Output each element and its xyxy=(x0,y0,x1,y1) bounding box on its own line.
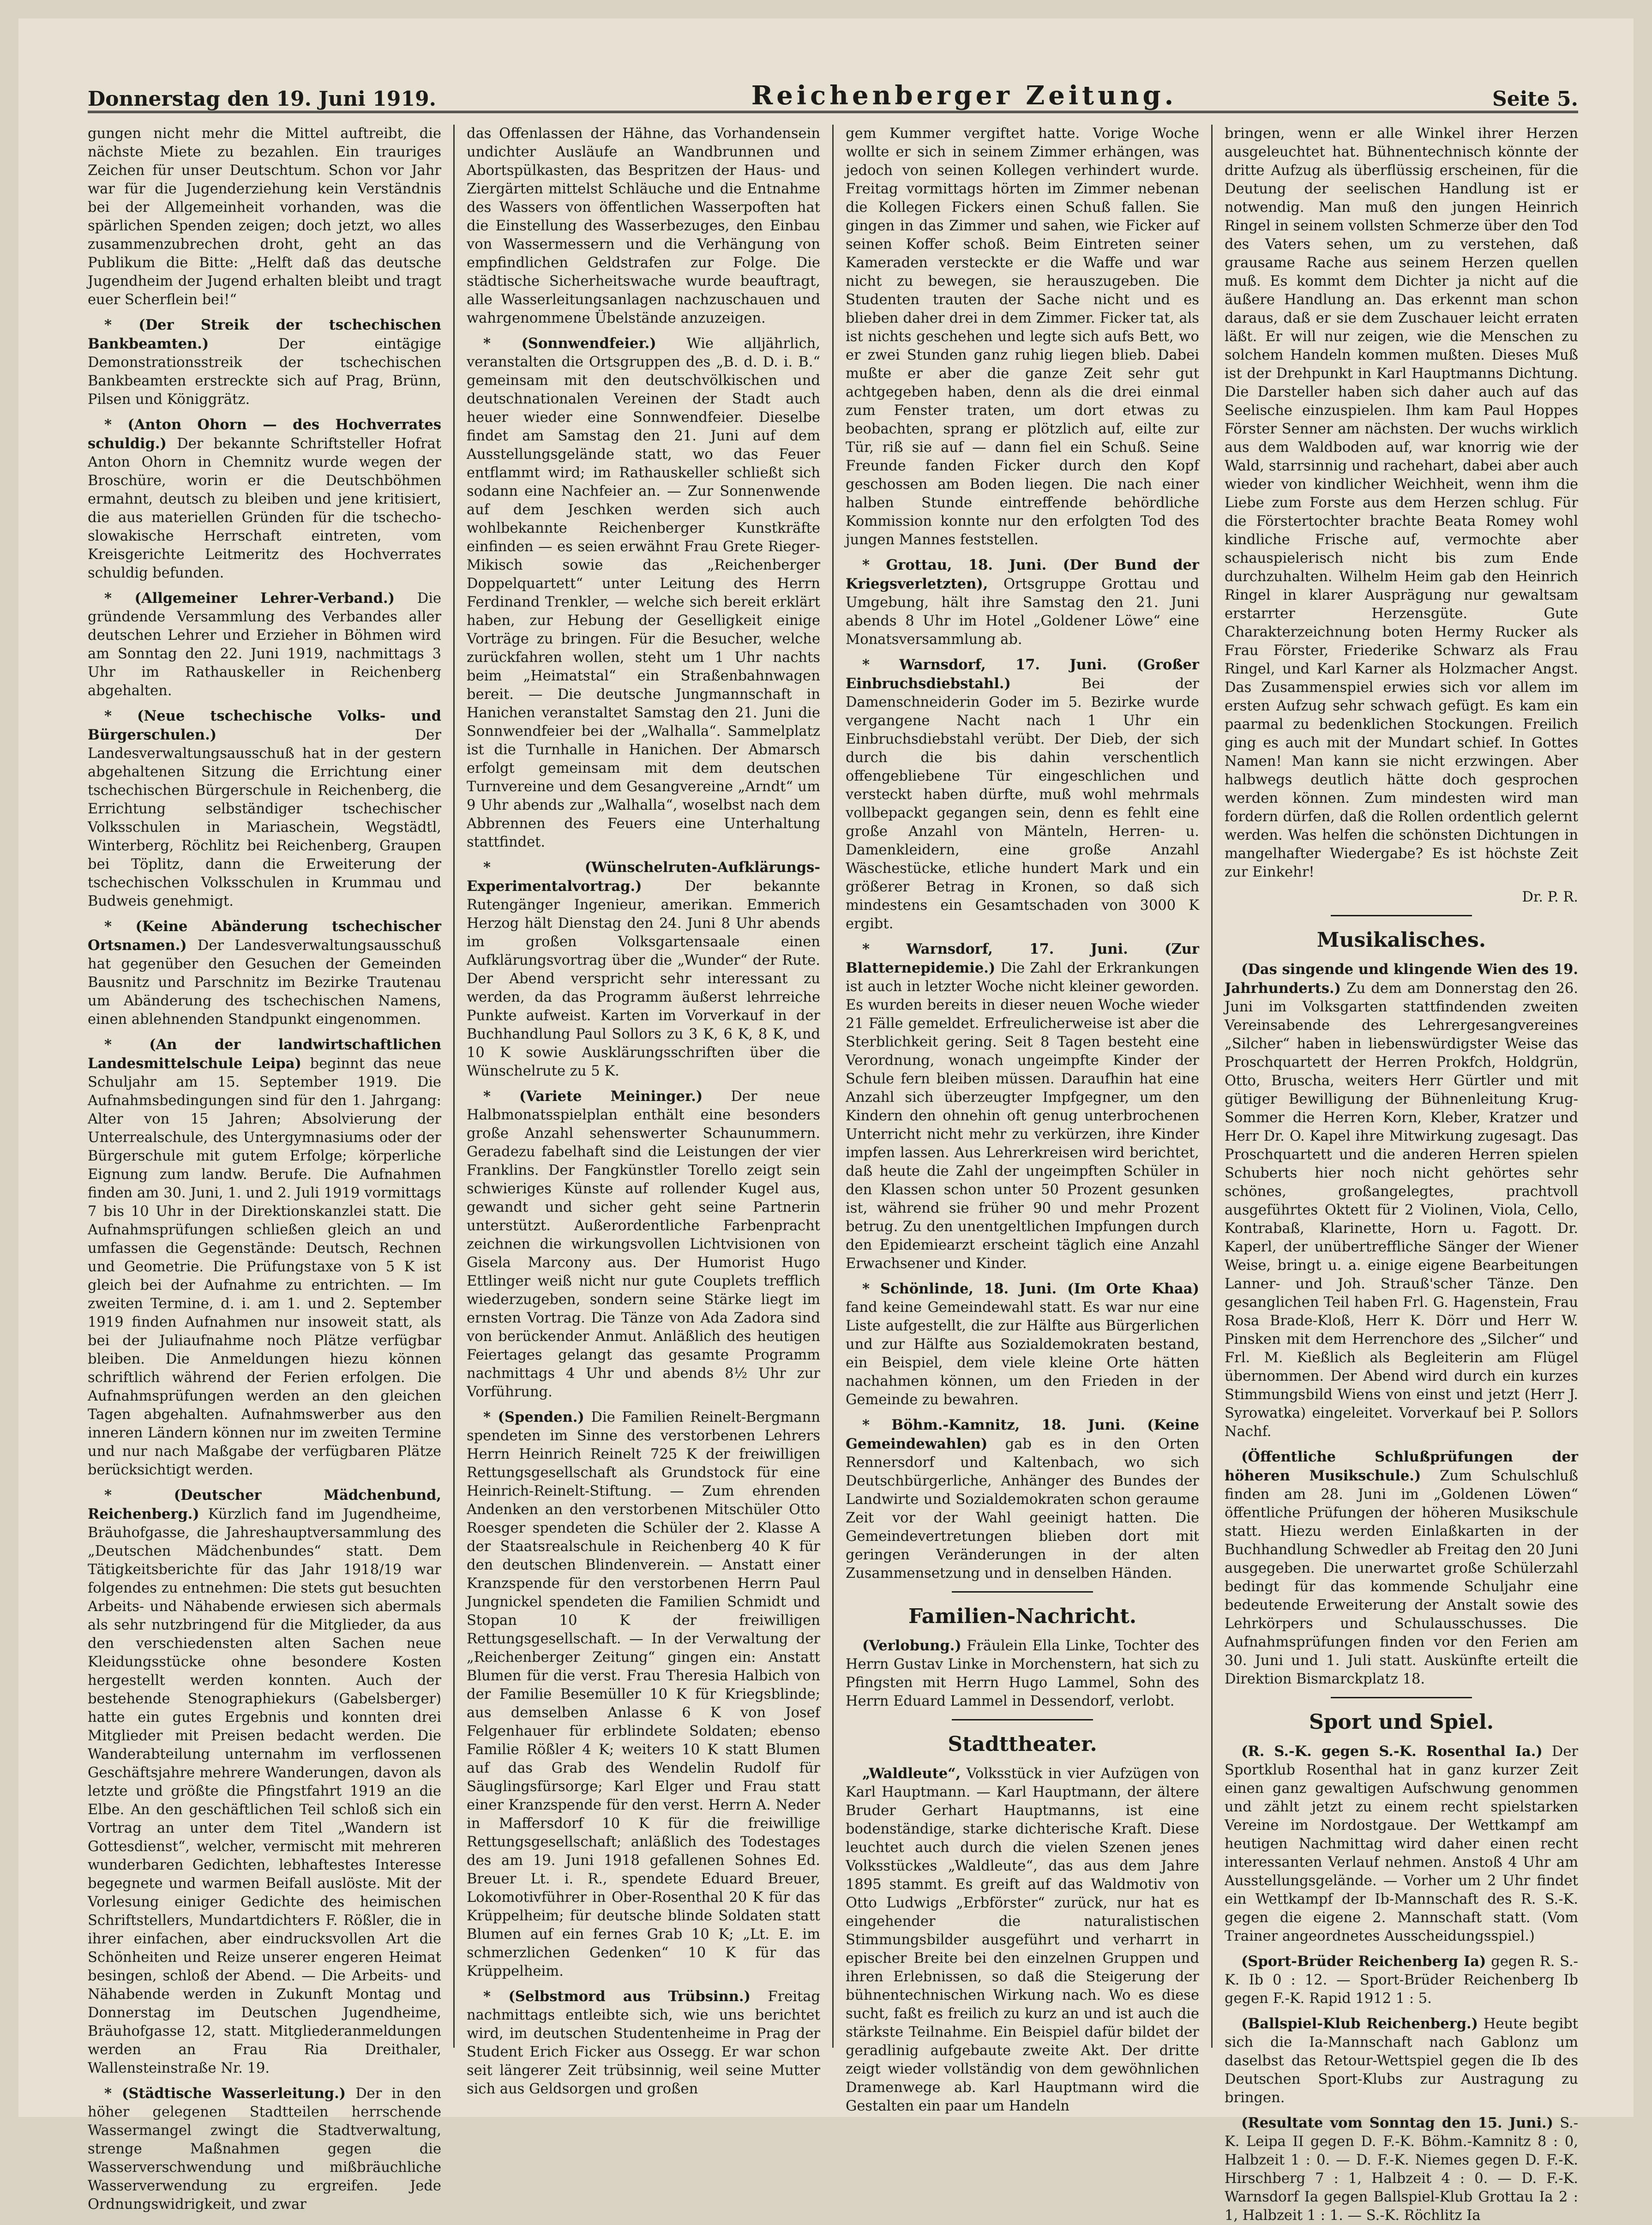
article-epidemic: * Warnsdorf, 17. Juni. (Zur Blatternepidemie.) Die Zahl der Erkrankungen ist auch in letzter Woche nicht kleiner geworden. Es wurden bereits in dieser neuen Woche wieder 21 Fälle gemeldet. Erfreulicherweise ist aber die Sterblichkeit gering. Seit 8 Tagen besteht eine Verordnung, wonach ungeimpfte Kinder der Schule fern bleiben müssen. Daraufhin hat eine Anzahl sich überzeugter Impfgegner, um den Kindern den ohnehin oft genug unterbrochenen Unterricht nicht mehr zu verkürzen, ihre Kinder impfen lassen. Aus Lehrerkreisen wird berichtet, daß heute die Zahl der ungeimpften Schüler in den Klassen schon unter 50 Prozent gesunken ist, während sie früher 90 und mehr Prozent betrug. Zu den unentgeltlichen Impfungen durch den Epidemiearzt erscheint täglich eine Anzahl Erwachsener und Kinder. xyxy=(846,941,1199,1272)
masthead xyxy=(88,69,1578,113)
article-schoenlinde: * Schönlinde, 18. Juni. (Im Orte Khaa) fand keine Gemeindewahl statt. Es war nur eine Liste aufgestellt, die zur Hälfte aus Bürgerlichen und zur Hälfte aus Sozialdemokraten bestand, ein Beispiel, dem viele kleine Orte hätten nachahmen können, um den Frieden in der Gemeinde zu bewahren. xyxy=(846,1281,1199,1408)
section-heading-sport: Sport und Spiel. xyxy=(1309,1710,1494,1734)
article-donations: * (Spenden.) Die Familien Reinelt-Bergmann spendeten im Sinne des verstorbenen Lehrers Herrn Heinrich Reinelt 725 K der freiwilligen Rettungsgesellschaft als Grundstock für eine Heinrich-Reinelt-Stiftung. — Zum ehrenden Andenken an den verstorbenen Mitschüler Otto Roesger spendeten die Schüler der 2. Klasse A der Staatsrealschule in Reichenberg 40 K für den deutschen Blindenverein. — Anstatt einer Kranzspende für den verstorbenen Herrn Paul Jungnickel spendeten die Familien Schmidt und Stopan 10 K der freiwilligen Rettungsgesellschaft. — In der Verwaltung der „Reichenberger Zeitung“ gingen ein: Anstatt Blumen für die verst. Frau Theresia Halbich von der Familie Besemüller 10 K für Kriegsblinde; aus demselben Anlasse 6 K von Josef Felgenhauer für erblindete Soldaten; ebenso Familie Rößler 4 K; weiters 10 K statt Blumen auf das Grab des Wendelin Rudolf für Säuglingsfürsorge; Karl Elger und Frau statt einer Kranzspende für den verst. Herrn A. Neder in Maffersdorf 10 K für die freiwillige Rettungsgesellschaft; anläßlich des Todestages des am 19. Juni 1918 gefallenen Sohnes Ed. Breuer Lt. i. R., spendete Eduard Breuer, Lokomotivführer in Ober-Rosenthal 20 K für das Krüppelheim; für deutsche blinde Soldaten statt Blumen auf ein fernes Grab 10 K; „Lt. E. im schmerzlichen Gedenken“ 10 K für das Krüppelheim. xyxy=(467,1409,821,1979)
page-number: Seite 5. xyxy=(1492,87,1578,111)
article-results: (Resultate vom Sonntag den 15. Juni.) S.-K. Leipa II gegen D. F.-K. Böhm.-Kamnitz 8 : 0, Halbzeit 1 : 0. — D. F.-K. Niemes gegen D. F.-K. Hirschberg 7 : 1, Halbzeit 4 : 0. — D. F.-K. Warnsdorf Ia gegen Ballspiel-Klub Grottau Ia 2 : 1, Halbzeit 1 : 1. — S.-K. Röchlitz Ia xyxy=(1225,2115,1579,2224)
column-1 xyxy=(88,125,453,2213)
column-2 xyxy=(453,125,832,2097)
article-rosenthal: (R. S.-K. gegen S.-K. Rosenthal Ia.) Der Sportklub Rosenthal hat in ganz kurzer Zeit einen ganz gewaltigen Aufschwung genommen und zählt jetzt zu einem recht spielstarken Vereine im Nordostgaue. Der Wettkampf am heutigen Nachmittag wird daher einen recht interessanten Verlauf nehmen. Anstoß 4 Uhr am Ausstellungsgelände. — Vorher um 2 Uhr findet ein Wettkampf der Ib-Mannschaft des R. S.-K. gegen die eigene 2. Mannschaft statt. (Vom Trainer angeordnetes Ausscheidungsspiel.) xyxy=(1225,1743,1578,1944)
newspaper-title: Reichenberger Zeitung. xyxy=(751,80,1177,111)
article-continuation: gungen nicht mehr die Mittel auftreibt, die nächste Miete zu bezahlen. Ein trauriges Zeichen für unser Deutschtum. Schon vor Jahr war für die Jugenderziehung kein Verständnis bei der Allgemeinheit vorhanden, was die spärlichen Spenden zeigen; doch jetzt, wo alles zusammenzubrechen droht, geht an das Publikum die Bitte: „Helft daß das deutsche Jugendheim der Jugend erhalten bleibt und tragt euer Scherflein bei!“ xyxy=(88,126,441,308)
article-czech-schools: * (Neue tschechische Volks- und Bürgerschulen.) Der Landesverwaltungsausschuß hat in der gestern abgehaltenen Sitzung die Errichtung einer tschechischen Bürgerschule in Reichenberg, die Errichtung selbständiger tschechischer Volksschulen in Mariaschein, Wegstädtl, Winterberg, Röchlitz bei Reichenberg, Graupen bei Töplitz, dann die Erweiterung der tschechischen Volksschulen in Krummau und Budweis genehmigt. xyxy=(88,708,441,909)
section-heading-theatre: Stadttheater. xyxy=(948,1732,1097,1756)
section-divider xyxy=(952,1591,1093,1593)
author-signature: Dr. P. R. xyxy=(1522,889,1578,905)
article-water-supply: * (Städtische Wasserleitung.) Der in den höher gelegenen Stadtteilen herrschende Wassermangel zwingt die Stadtverwaltung, strenge Maßnahmen gegen die Wasserverschwendung und mißbräuchliche Wasserverwendung zu ergreifen. Jede Ordnungswidrigkeit, und zwar xyxy=(88,2085,442,2213)
article-solstice: * (Sonnwendfeier.) Wie alljährlich, veranstalten die Ortsgruppen des „B. d. D. i. B.“ gemeinsam mit den deutschvölkischen und deutschnationalen Vereinen der Stadt auch heuer wieder eine Sonnwendfeier. Dieselbe findet am Samstag den 21. Juni auf dem Ausstellungsgelände statt, wo das Feuer entflammt wird; im Rathauskeller schließt sich sodann eine Nachfeier an. — Zur Sonnenwende auf dem Jeschken werden sich auch wohlbekannte Reichenberger Kunstkräfte einfinden — es seien erwähnt Frau Grete Rieger-Mikisch sowie das „Reichenberger Doppelquartett“ unter Leitung des Herrn Ferdinand Trenkler, — welche sich bereit erklärt haben, zur Hebung der Geselligkeit einige Vorträge zu bringen. Für die Besucher, welche zurückfahren wollen, steht um 1 Uhr nachts beim „Heimatstal“ ein Straßenbahnwagen bereit. — Die deutsche Jungmannschaft in Hanichen veranstaltet Samstag den 21. Juni die Sonnwendfeier bei der „Walhalla“. Sammelplatz ist die Turnhalle in Hanichen. Der Abmarsch erfolgt gemeinsam mit dem deutschen Turnvereine und dem Gesangvereine „Arndt“ um 9 Uhr abends zur „Walhalla“, woselbst nach dem Abbrennen des Feuers eine Unterhaltung stattfindet. xyxy=(467,335,820,850)
article-agricultural-school: * (An der landwirtschaftlichen Landesmittelschule Leipa) beginnt das neue Schuljahr am 15. September 1919. Die Aufnahmsbedingungen sind für den 1. Jahrgang: Alter von 15 Jahren; Absolvierung der Unterrealschule, des Untergymnasiums oder der Bürgerschule mit gutem Erfolge; körperliche Eignung zum landw. Berufe. Die Aufnahmen finden am 30. Juni, 1. und 2. Juli 1919 vormittags 7 bis 10 Uhr in der Direktionskanzlei statt. Die Aufnahmsprüfungen schließen gleich an und umfassen die Gegenstände: Deutsch, Rechnen und Geometrie. Die Prüfungstaxe von 5 K ist gleich bei der Aufnahme zu entrichten. — Im zweiten Termine, d. i. am 1. und 2. September 1919 finden Aufnahmen nur insoweit statt, als bei der Juliaufnahme noch Plätze verfügbar bleiben. Die Anmeldungen hiezu können schriftlich während der Ferien erfolgen. Die Aufnahmsprüfungen werden an den gleichen Tagen abgehalten. Aufnahmswerber aus den inneren Ländern können nur im zweiten Termine und nur nach Maßgabe der verfügbaren Plätze berücksichtigt werden. xyxy=(88,1036,441,1478)
article-place-names: * (Keine Abänderung tschechischer Ortsnamen.) Der Landesverwaltungsausschuß hat gegenüber den Gesuchen der Gemeinden Bausnitz und Parschnitz im Bezirke Trautenau um Abänderung des tschechischen Namens, einen ablehnenden Standpunkt eingenommen. xyxy=(88,918,441,1028)
section-heading-music: Musikalisches. xyxy=(1316,928,1486,952)
article-divining-rod: * (Wünschelruten-Aufklärungs-Experimentalvortrag.) Der bekannte Rutengänger Ingenieur, amerikan. Emmerich Herzog hält Dienstag den 24. Juni 8 Uhr abends im großen Volksgartensaale einen Aufklärungsvortrag über die „Wunder“ der Rute. Der Abend verspricht sehr interessant zu werden, da das Programm äußerst lehrreiche Punkte aufweist. Karten im Vorverkauf in der Buchhandlung Paul Sollors zu 3 K, 6 K, 8 K, und 10 K sowie Ausklärungsschriften über die Wünschelrute zu 5 K. xyxy=(467,859,820,1079)
article-burglary: * Warnsdorf, 17. Juni. (Großer Einbruchsdiebstahl.) Bei der Damenschneiderin Goder im 5. Bezirke wurde vergangene Nacht nach 1 Uhr ein Einbruchsdiebstahl verübt. Der Dieb, der sich durch die bis dahin verschentlich offengebliebene Tür eingeschlichen und versteckt haben dürfte, muß wohl mehrmals vollbepackt gegangen sein, denn es fehlt eine große Anzahl von Mänteln, Herren- u. Damenkleidern, eine große Anzahl Wäschestücke, etliche hundert Mark und ein größerer Betrag in Kronen, so daß sich mindestens ein Gesamtschaden von 3000 K ergibt. xyxy=(846,656,1199,932)
article-teachers-union: * (Allgemeiner Lehrer-Verband.) Die gründende Versammlung des Verbandes aller deutschen Lehrer und Erzieher in Böhmen wird am Sonntag den 22. Juni 1919, nachmittags 3 Uhr im Rathauskeller in Reichenberg abgehalten. xyxy=(88,590,441,699)
article-kamnitz: * Böhm.-Kamnitz, 18. Juni. (Keine Gemeindewahlen) gab es in den Orten Rennersdorf und Kaltenbach, wo sich Deutschbürgerliche, Anhänger des Bundes der Landwirte und Sozialdemokraten schon geraume Zeit vor der Wahl geeinigt hatten. Die Gemeindevertretungen blieben dort mit geringen Veränderungen in der alten Zusammensetzung und in denselben Händen. xyxy=(846,1417,1199,1582)
article-continuation: gem Kummer vergiftet hatte. Vorige Woche wollte er sich in seinem Zimmer erhängen, was jedoch von seinen Kollegen verhindert wurde. Freitag vormittags hörten im Zimmer nebenan die Kollegen Fickers einen Schuß fallen. Sie gingen in das Zimmer und sahen, wie Ficker auf seinen Koffer schoß. Beim Eintreten seiner Kameraden versteckte er die Waffe und war nicht zu bewegen, sie herauszugeben. Die Studenten trauten der Sache nicht und es blieben daher drei in dem Zimmer. Ficker tat, als ist nichts geschehen und legte sich aufs Bett, wo er zwei Stunden ganz ruhig liegen blieb. Dabei mußte er aber die ganze Zeit sehr gut achtgegeben haben, denn als die drei einmal zum Fenster traten, um dort etwas zu beobachten, sprang er plötzlich auf, eilte zur Tür, riß sie auf — dann fiel ein Schuß. Seine Freunde fanden Ficker durch den Kopf geschossen am Boden liegen. Die nach einer halben Stunde eintreffende behördliche Kommission konnte nur den erfolgten Tod des jungen Mannes feststellen. xyxy=(846,126,1199,548)
article-maidens-league: * (Deutscher Mädchenbund, Reichenberg.) Kürzlich fand im Jugendheime, Bräuhofgasse, die Jahreshauptversammlung des „Deutschen Mädchenbundes“ statt. Dem Tätigkeitsberichte für das Jahr 1918/19 war folgendes zu entnehmen: Die stets gut besuchten Arbeits- und Nähabende erwiesen sich abermals als sehr nutzbringend für die Mitglieder, da aus den verschiedensten alten Sachen neue Kleidungsstücke ohne besondere Kosten hergestellt werden konnten. Auch der bestehende Stenographiekurs (Gabelsberger) hatte ein gutes Ergebnis und konnten drei Mitglieder mit Preisen bedacht werden. Die Wanderabteilung unternahm im verflossenen Geschäftsjahre mehrere Wanderungen, davon als letzte und größte die Pfingstfahrt 1919 an die Elbe. An den geschäftlichen Teil schloß sich ein Vortrag an unter dem Titel „Wandern ist Gottesdienst“, welcher, vermischt mit mehreren wunderbaren Gedichten, lebhaftestes Interesse begegnete und warmen Beifall auslöste. Mit der Vorlesung einiger Gedichte des heimischen Schriftstellers, Mundartdichters F. Rößler, die in ihrer einfachen, aber eindrucksvollen Art die Schönheiten und Reize unserer engeren Heimat besingen, schloß der Abend. — Die Arbeits- und Nähabende werden in Zukunft Montag und Donnerstag im Deutschen Jugendheime, Bräuhofgasse 12, statt. Mitgliederanmeldungen werden an Frau Ria Dreithaler, Wallensteinstraße Nr. 19. xyxy=(88,1487,441,2076)
article-variete: * (Variete Meininger.) Der neue Halbmonatsspielplan enthält eine besonders große Anzahl sehenswerter Schaunummern. Geradezu fabelhaft sind die Leistungen der vier Franklins. Der Fangkünstler Torello zeigt sein schwieriges Künste auf rollender Kugel aus, gewandt und sicher geht seine Partnerin unterstützt. Außerordentliche Farbenpracht zeichnen die wirkungsvollen Lichtvisionen von Gisela Marcony aus. Der Humorist Hugo Ettlinger weiß nicht nur gute Couplets trefflich wiederzugeben, sondern seine Stärke liegt im ernsten Vortrag. Die Tänze von Ada Zadora sind von berückender Anmut. Anläßlich des heutigen Feiertages gelangt das gesamte Programm nachmittags 4 Uhr und abends 8½ Uhr zur Vorführung. xyxy=(467,1088,820,1400)
article-sport-brothers: (Sport-Brüder Reichenberg Ia) gegen R. S.-K. Ib 0 : 12. — Sport-Brüder Reichenberg Ib gegen F.-K. Rapid 1912 1 : 5. xyxy=(1225,1953,1578,2007)
article-continuation: das Offenlassen der Hähne, das Vorhandensein undichter Ausläufe an Wandbrunnen und Abortspülkasten, das Bespritzen der Haus- und Ziergärten mittelst Schläuche und die Entnahme des Wassers von öffentlichen Wasserpoften hat die Einstellung des Wasserbezuges, den Einbau von Wassermessern und die Verhängung von empfindlichen Geldstrafen zur Folge. Die städtische Sicherheitswache wurde beauftragt, alle Wasserleitungsanlagen nachzuschauen und wahrgenommene Übelstände anzuzeigen. xyxy=(467,126,820,326)
section-divider xyxy=(1331,1697,1472,1698)
article-continuation: bringen, wenn er alle Winkel ihrer Herzen ausgeleuchtet hat. Bühnentechnisch könnte der dritte Aufzug als überflüssig erscheinen, für die Deutung der seelischen Handlung ist er notwendig. Man muß den jungen Heinrich Ringel in seinem vollsten Schmerze über den Tod des Vaters sehen, um zu verstehen, daß grausame Rache aus seinem Herzen quellen muß. Es kommt dem Dichter ja nicht auf die äußere Handlung an. Das erkennt man schon daraus, daß er sie dem Zuschauer leicht erraten läßt. Er will nur zeigen, wie die Menschen zu solchem Handeln kommen mußten. Dieses Muß ist der Drehpunkt in Karl Hauptmanns Dichtung. Die Darsteller haben sich daher auch auf das Seelische einzuspielen. Ihm kam Paul Hoppes Förster Senner am nächsten. Der wuchs wirklich aus dem Waldboden auf, war knorrig wie der Wald, starrsinnig und rachehart, dabei aber auch wieder von kindlicher Weichheit, wenn ihm die Liebe zum Forste aus dem Herzen schlug. Für die Förstertochter brachte Beata Romey wohl kindliche Frische auf, vermochte aber schauspielerisch nicht bis zum Ende durchzuhalten. Wilhelm Heim gab den Heinrich Ringel in klarer Ausprägung nur gewaltsam erstarrter Herzensgüte. Gute Charakterzeichnung boten Hermy Rucker als Frau Förster, Friederike Schwarz als Frau Ringel, und Karl Karner als Holzmacher Angst. Das Zusammenspiel erwies sich vor allem im ersten Aufzug sehr schwach gefügt. Es kam ein paarmal zu bedenklichen Stockungen. Freilich ging es auch mit der Mundart schief. In Gottes Namen! Man kann sie nicht erzwingen. Aber halbwegs deutlich hätte doch gesprochen werden können. Zum mindesten wird man fordern dürfen, daß die Rollen ordentlich gelernt werden. Was helfen die schönsten Dichtungen in mangelhafter Wiedergabe? Es ist höchste Zeit zur Einkehr! xyxy=(1225,126,1578,880)
section-divider xyxy=(1331,915,1472,916)
column-4 xyxy=(1211,125,1579,2224)
issue-date: Donnerstag den 19. Juni 1919. xyxy=(88,87,436,111)
article-engagement: (Verlobung.) Fräulein Ella Linke, Tochter des Herrn Gustav Linke in Morchenstern, hat sich zu Pfingsten mit Herrn Hugo Lammel, Sohn des Herrn Eduard Lammel in Dessendorf, verlobt. xyxy=(846,1637,1199,1709)
article-suicide: * (Selbstmord aus Trübsinn.) Freitag nachmittags entleibte sich, wie uns berichtet wird, im deutschen Studentenheime in Prag der Student Erich Ficker aus Ossegg. Er war schon seit längerer Zeit trübsinnig, weil seine Mutter sich aus Geldsorgen und großen xyxy=(467,1988,820,2097)
article-columns xyxy=(88,125,1579,2224)
article-ohorn: * (Anton Ohorn — des Hochverrates schuldig.) Der bekannte Schriftsteller Hofrat Anton Ohorn in Chemnitz wurde wegen der Broschüre, worin er die Deutschböhmen ermahnt, deutsch zu bleiben und jene kritisiert, die aus materiellen Gründen für die tschecho-slowakische Herrschaft eintreten, vom Kreisgerichte Leitmeritz des Hochverrates schuldig befunden. xyxy=(88,416,441,581)
section-divider xyxy=(952,1719,1093,1720)
newspaper-page xyxy=(18,18,1634,2224)
article-grottau: * Grottau, 18. Juni. (Der Bund der Kriegsverletzten), Ortsgruppe Grottau und Umgebung, hält ihre Samstag den 21. Juni abends 8 Uhr im Hotel „Goldener Löwe“ eine Monatsversammlung ab. xyxy=(846,557,1199,648)
article-music-school: (Öffentliche Schlußprüfungen der höheren Musikschule.) Zum Schulschluß finden am 28. Juni im „Goldenen Löwen“ öffentliche Prüfungen der höheren Musikschule statt. Hiezu werden Einlaßkarten in der Buchhandlung Schwedler ab Freitag den 20 Juni ausgegeben. Die unerwartet große Schülerzahl bedingt für das kommende Schuljahr eine bedeutende Erweiterung der Anstalt sowie des Lehrkörpers und Schulausschusses. Die Aufnahmsprüfungen finden vor den Ferien am 30. Juni und 1. Juli statt. Auskünfte erteilt die Direktion Bismarckplatz 18. xyxy=(1225,1449,1578,1687)
column-3 xyxy=(832,125,1211,2114)
article-bank-strike: * (Der Streik der tschechischen Bankbeamten.) Der eintägige Demonstrationsstreik der tschechischen Bankbeamten erstreckte sich auf Prag, Brünn, Pilsen und Königgrätz. xyxy=(88,317,441,408)
article-vienna-evening: (Das singende und klingende Wien des 19. Jahrhunderts.) Zu dem am Donnerstag den 26. Juni im Volksgarten stattfindenden zweiten Vereinsabende des Lehrergesangvereines „Silcher“ haben in liebenswürdigster Weise das Proschquartett der Herren Prokfch, Holdgrün, Otto, Bruscha, weiters Herr Gürtler und mit gütiger Bewilligung der Bühnenleitung Krug-Sommer die Herren Korn, Kleber, Kratzer und Herr Dr. O. Kapel ihre Mitwirkung zugesagt. Das Proschquartett und die anderen Herren spielen Schuberts hier noch nicht gehörtes sehr schönes, großangelegtes, prachtvoll ausgeführtes Oktett für 2 Violinen, Viola, Cello, Kontrabaß, Klarinette, Horn u. Fagott. Dr. Kaperl, der unübertreffliche Sänger der Wiener Weise, bringt u. a. einige eigene Bearbeitungen Lanner- und Joh. Strauß'scher Tänze. Den gesanglichen Teil haben Frl. G. Hagenstein, Frau Rosa Brade-Kloß, Herr K. Dörr und Herr W. Pinsken mit dem Herrenchore des „Silcher“ und Frl. M. Kießlich als Begleiterin am Flügel übernommen. Der Abend wird durch ein kurzes Stimmungsbild Wiens von einst und jetzt (Herr J. Syrowatka) eingeleitet. Vorverkauf bei P. Sollors Nachf. xyxy=(1225,961,1578,1440)
article-ballspiel-klub: (Ballspiel-Klub Reichenberg.) Heute begibt sich die Ia-Mannschaft nach Gablonz um daselbst das Retour-Wettspiel gegen die Ib des Deutschen Sport-Klubs zur Austragung zu bringen. xyxy=(1225,2015,1578,2106)
section-heading-family: Familien-Nachricht. xyxy=(908,1605,1137,1628)
article-theatre-review: „Waldleute“, Volksstück in vier Aufzügen von Karl Hauptmann. — Karl Hauptmann, der ältere Bruder Gerhart Hauptmanns, ist eine bodenständige, starke dichterische Kraft. Diese leuchtet auch durch die vielen Szenen jenes Volksstückes „Waldleute“, das aus dem Jahre 1895 stammt. Es greift auf das Waldmotiv von Otto Ludwigs „Erbförster“ zurück, nur hat es eingehender die naturalistischen Stimmungsbilder ausgeführt und verharrt in epischer Breite bei den einzelnen Gruppen und ihren Erlebnissen, so daß die Steigerung der bühnentechnischen Wirkung nach. Wo es diese sucht, faßt es freilich zu kurz an und ist auch die stärkste Teilnahme. Ein Beispiel dafür bildet der geradlinig aufgebaute zweite Akt. Der dritte zeigt wieder vollständig von dem gewöhnlichen Dramenwege ab. Karl Hauptmann wird die Gestalten ein paar um Handeln xyxy=(846,1765,1200,2114)
